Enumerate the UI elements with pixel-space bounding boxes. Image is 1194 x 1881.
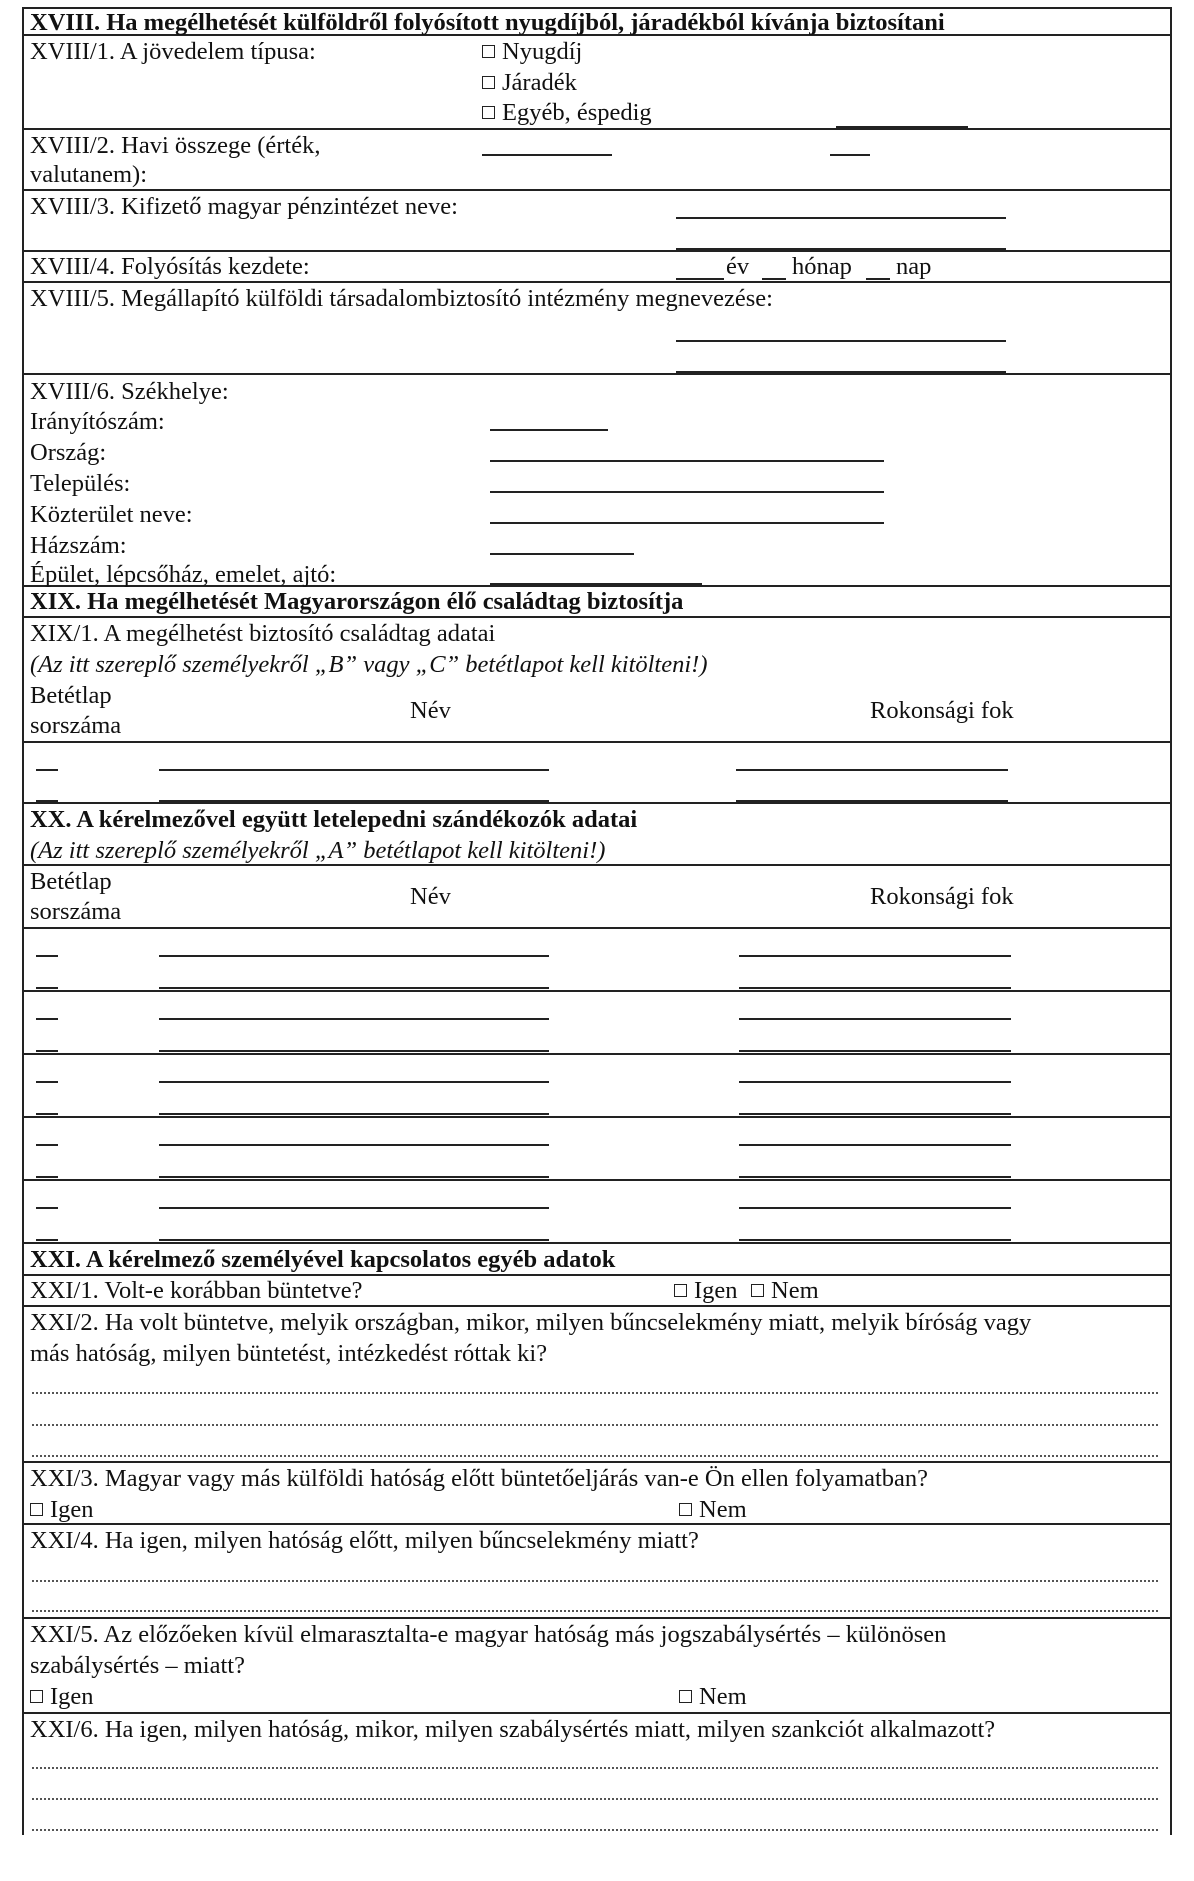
col-name-header: Név: [410, 697, 451, 724]
day-line[interactable]: [866, 278, 890, 280]
option-nyugdij[interactable]: Nyugdíj: [482, 36, 582, 67]
row-xviii-6: [22, 375, 1172, 587]
entry-relation-line[interactable]: [739, 1081, 1011, 1083]
entry-name-line[interactable]: [159, 955, 549, 957]
row-xxi-4: [22, 1525, 1172, 1619]
q-xviii-6-label: XVIII/6. Székhelye:: [30, 378, 229, 405]
month-label: hónap: [792, 253, 852, 280]
row-xviii-4: [22, 252, 1172, 283]
answer-dotted-line[interactable]: [32, 1798, 1158, 1800]
section-xviii-heading-row: [22, 7, 1172, 36]
year-line[interactable]: [676, 278, 724, 280]
q-xxi-2-label-line2: más hatóság, milyen büntetést, intézkedést róttak ki?: [30, 1340, 548, 1367]
entry-relation-line[interactable]: [739, 987, 1011, 989]
street-line[interactable]: [490, 522, 884, 524]
city-line[interactable]: [490, 491, 884, 493]
field-building-label: Épület, lépcsőház, emelet, ajtó:: [30, 561, 337, 588]
section-xxi-heading-row: [22, 1244, 1172, 1276]
q-xviii-5-label: XVIII/5. Megállapító külföldi társadalombiztosító intézmény megnevezése:: [30, 285, 773, 312]
institution-name-line-1[interactable]: [676, 340, 1006, 342]
entry-name-line[interactable]: [159, 1050, 549, 1052]
checkbox-icon[interactable]: [751, 1284, 764, 1297]
entry-relation-line[interactable]: [736, 769, 1008, 771]
entry-number-line[interactable]: [36, 955, 58, 957]
entry-name-line[interactable]: [159, 1144, 549, 1146]
checkbox-icon[interactable]: [674, 1284, 687, 1297]
entry-number-line[interactable]: [36, 1239, 58, 1241]
entry-number-line[interactable]: [36, 1050, 58, 1052]
bank-name-line-1[interactable]: [676, 217, 1006, 219]
q-xviii-2-label-line1: XVIII/2. Havi összege (érték,: [30, 132, 321, 159]
col-relation-header: Rokonsági fok: [870, 697, 1014, 724]
entry-number-line[interactable]: [36, 1113, 58, 1115]
section-xviii-heading: XVIII. Ha megélhetését külföldről folyósított nyugdíjból, járadékból kívánja biztosítani: [30, 9, 945, 36]
xx-note: (Az itt szereplő személyekről „A” betétlapot kell kitölteni!): [30, 837, 606, 864]
q-xxi-5-label-line2: szabálysértés – miatt?: [30, 1652, 245, 1679]
entry-name-line[interactable]: [159, 1207, 549, 1209]
xxi-1-nem-option[interactable]: Nem: [751, 1275, 819, 1306]
currency-line[interactable]: [830, 154, 870, 156]
row-xxi-6: [22, 1714, 1172, 1835]
form-sheet: [22, 7, 1172, 1835]
q-xviii-4-label: XVIII/4. Folyósítás kezdete:: [30, 253, 310, 280]
q-xviii-2-label-line2: valutanem):: [30, 161, 148, 188]
building-line[interactable]: [490, 583, 702, 585]
answer-dotted-line[interactable]: [32, 1424, 1158, 1426]
xx-entry-row: [22, 1055, 1172, 1118]
checkbox-icon[interactable]: [30, 1503, 43, 1516]
entry-number-line[interactable]: [36, 1176, 58, 1178]
xx-entry-row: [22, 929, 1172, 992]
field-city-label: Település:: [30, 470, 131, 497]
field-country-label: Ország:: [30, 439, 107, 466]
institution-name-line-2[interactable]: [676, 371, 1006, 373]
entry-number-line[interactable]: [36, 1018, 58, 1020]
row-xix-1: [22, 618, 1172, 743]
section-xix-heading: XIX. Ha megélhetését Magyarországon élő családtag biztosítja: [30, 588, 684, 615]
row-xxi-3: [22, 1463, 1172, 1525]
checkbox-icon[interactable]: [482, 76, 495, 89]
field-zip-label: Irányítószám:: [30, 408, 165, 435]
q-xxi-5-label-line1: XXI/5. Az előzőeken kívül elmarasztalta-e magyar hatóság más jogszabálysértés – különösen: [30, 1621, 947, 1648]
section-xx-heading: XX. A kérelmezővel együtt letelepedni szándékozók adatai: [30, 806, 638, 833]
xxi-1-igen-option[interactable]: Igen: [674, 1275, 738, 1306]
entry-relation-line[interactable]: [739, 1239, 1011, 1241]
answer-dotted-line[interactable]: [32, 1580, 1158, 1582]
entry-name-line[interactable]: [159, 769, 549, 771]
xx-entry-row: [22, 1181, 1172, 1244]
entry-number-line[interactable]: [36, 769, 58, 771]
xx-entry-row: [22, 1118, 1172, 1181]
day-label: nap: [896, 253, 932, 280]
month-line[interactable]: [762, 278, 786, 280]
section-xx-heading-row: [22, 804, 1172, 866]
entry-name-line[interactable]: [159, 1176, 549, 1178]
xxi-3-nem-option[interactable]: Nem: [679, 1494, 747, 1525]
bank-name-line-2[interactable]: [676, 248, 1006, 250]
checkbox-icon[interactable]: [679, 1503, 692, 1516]
entry-name-line[interactable]: [159, 987, 549, 989]
answer-dotted-line[interactable]: [32, 1829, 1158, 1831]
col-betetlap-line2: sorszáma: [30, 898, 122, 925]
checkbox-icon[interactable]: [482, 45, 495, 58]
entry-relation-line[interactable]: [739, 955, 1011, 957]
xx-entry-row: [22, 992, 1172, 1055]
entry-name-line[interactable]: [159, 1239, 549, 1241]
col-betetlap-line2: sorszáma: [30, 712, 122, 739]
q-xxi-4-label: XXI/4. Ha igen, milyen hatóság előtt, milyen bűncselekmény miatt?: [30, 1527, 699, 1554]
entry-name-line[interactable]: [159, 800, 549, 802]
checkbox-icon[interactable]: [30, 1690, 43, 1703]
xix-note: (Az itt szereplő személyekről „B” vagy „C” betétlapot kell kitölteni!): [30, 651, 708, 678]
xx-column-header-row: [22, 866, 1172, 929]
entry-relation-line[interactable]: [736, 800, 1008, 802]
row-xviii-5: [22, 283, 1172, 375]
checkbox-icon[interactable]: [679, 1690, 692, 1703]
row-xviii-1: [22, 36, 1172, 130]
row-xxi-1: [22, 1276, 1172, 1307]
amount-value-line[interactable]: [482, 154, 612, 156]
col-relation-header: Rokonsági fok: [870, 883, 1014, 910]
row-xviii-2: [22, 130, 1172, 191]
q-xix-1-label: XIX/1. A megélhetést biztosító családtag adatai: [30, 620, 496, 647]
field-house-number-label: Házszám:: [30, 532, 127, 559]
entry-number-line[interactable]: [36, 1144, 58, 1146]
col-betetlap-line1: Betétlap: [30, 682, 112, 709]
section-xix-heading-row: [22, 587, 1172, 618]
entry-relation-line[interactable]: [739, 1113, 1011, 1115]
q-xxi-6-label: XXI/6. Ha igen, milyen hatóság, mikor, milyen szabálysértés miatt, milyen szankciót alkalmazott?: [30, 1716, 996, 1743]
entry-name-line[interactable]: [159, 1113, 549, 1115]
answer-dotted-line[interactable]: [32, 1767, 1158, 1769]
country-line[interactable]: [490, 460, 884, 462]
col-betetlap-line1: Betétlap: [30, 868, 112, 895]
q-xviii-3-label: XVIII/3. Kifizető magyar pénzintézet neve:: [30, 193, 458, 220]
xxi-5-nem-option[interactable]: Nem: [679, 1681, 747, 1712]
option-egyeb[interactable]: Egyéb, éspedig: [482, 97, 652, 128]
row-xxi-5: [22, 1619, 1172, 1714]
field-street-label: Közterület neve:: [30, 501, 193, 528]
zip-line[interactable]: [490, 429, 608, 431]
answer-dotted-line[interactable]: [32, 1392, 1158, 1394]
section-xxi-heading: XXI. A kérelmező személyével kapcsolatos egyéb adatok: [30, 1246, 616, 1273]
answer-dotted-line[interactable]: [32, 1610, 1158, 1612]
entry-number-line[interactable]: [36, 987, 58, 989]
q-xviii-1-label: XVIII/1. A jövedelem típusa:: [30, 38, 316, 65]
entry-relation-line[interactable]: [739, 1207, 1011, 1209]
entry-relation-line[interactable]: [739, 1176, 1011, 1178]
entry-relation-line[interactable]: [739, 1050, 1011, 1052]
xix-entry-row: [22, 743, 1172, 804]
q-xxi-1-label: XXI/1. Volt-e korábban büntetve?: [30, 1277, 363, 1304]
option-jaradek[interactable]: Járadék: [482, 67, 577, 98]
entry-number-line[interactable]: [36, 1081, 58, 1083]
egyeb-blank-line[interactable]: [836, 126, 968, 128]
entry-relation-line[interactable]: [739, 1018, 1011, 1020]
entry-number-line[interactable]: [36, 800, 58, 802]
xxi-5-igen-option[interactable]: Igen: [30, 1681, 94, 1712]
row-xviii-3: [22, 191, 1172, 252]
entry-name-line[interactable]: [159, 1018, 549, 1020]
col-name-header: Név: [410, 883, 451, 910]
checkbox-icon[interactable]: [482, 106, 495, 119]
row-xxi-2: [22, 1307, 1172, 1463]
year-label: év: [726, 253, 750, 280]
answer-dotted-line[interactable]: [32, 1455, 1158, 1457]
entry-number-line[interactable]: [36, 1207, 58, 1209]
house-number-line[interactable]: [490, 553, 634, 555]
q-xxi-2-label-line1: XXI/2. Ha volt büntetve, melyik országban, mikor, milyen bűncselekmény miatt, melyik bíróság vagy: [30, 1309, 1032, 1336]
entry-relation-line[interactable]: [739, 1144, 1011, 1146]
q-xxi-3-label: XXI/3. Magyar vagy más külföldi hatóság előtt büntetőeljárás van-e Ön ellen folyamatban?: [30, 1465, 929, 1492]
xxi-3-igen-option[interactable]: Igen: [30, 1494, 94, 1525]
entry-name-line[interactable]: [159, 1081, 549, 1083]
